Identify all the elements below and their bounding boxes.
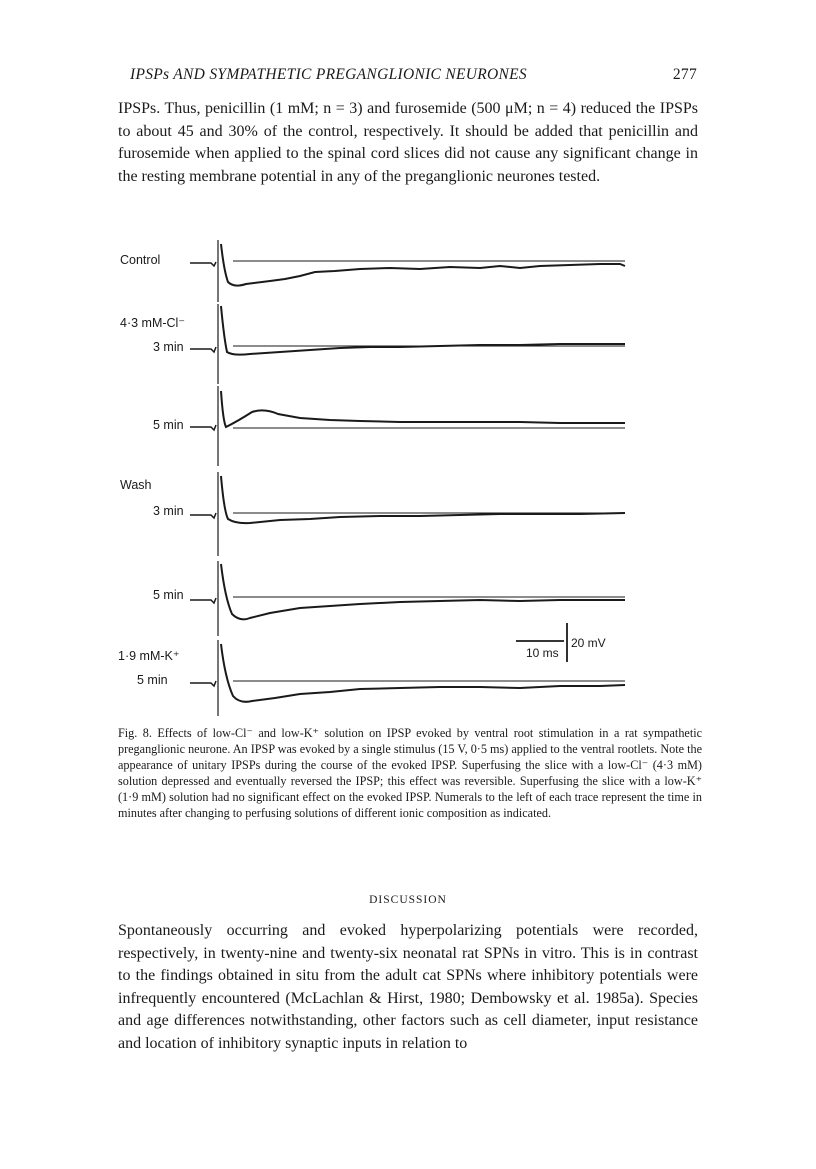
trace-low-k-5min (190, 640, 625, 716)
label-low-cl: 4·3 mM-Cl⁻ (120, 316, 185, 330)
trace-wash-3min (190, 472, 625, 556)
label-wash: Wash (120, 478, 152, 492)
figure-8-traces (100, 226, 660, 726)
label-cl-3min: 3 min (153, 340, 184, 354)
paragraph-top: IPSPs. Thus, penicillin (1 mM; n = 3) and furosemide (500 μM; n = 4) reduced the IPSPs to about 45 and 30% of the control, respectively. It should be added that penicillin and furosemide when applied to the spinal cord slices did not cause any significant change in the resting membrane potential in any of the preganglionic neurones tested. (118, 100, 698, 185)
scale-bar (516, 623, 606, 662)
section-heading: DISCUSSION (369, 894, 447, 906)
scale-bar-voltage-label: 20 mV (571, 636, 606, 650)
trace-low-cl-3min (190, 304, 625, 384)
label-cl-5min: 5 min (153, 418, 184, 432)
label-control: Control (120, 253, 161, 267)
running-title: IPSPs AND SYMPATHETIC PREGANGLIONIC NEURONES (130, 66, 527, 83)
page-number: 277 (672, 66, 697, 83)
figure-caption: Fig. 8. Effects of low-Cl⁻ and low-K⁺ solution on IPSP evoked by ventral root stimulation in a rat sympathetic preganglionic neurone. An IPSP was evoked by a single stimulus (15 V, 0·5 ms) applied to the ventral rootlets. Note the appearance of unitary IPSPs during the course of the evoked IPSP. Superfusing the slice with a low-Cl⁻ (4·3 mM) solution depressed and eventually reversed the IPSP; this effect was reversible. Superfusing the slice with a low-K⁺ (1·9 mM) solution had no significant effect on the evoked IPSP. Numerals to the left of each trace represent the time in minutes after changing to perfusing solutions of different ionic composition as indicated. (118, 726, 702, 820)
label-wash-3min: 3 min (153, 504, 184, 518)
scale-bar-time-label: 10 ms (526, 646, 559, 660)
running-header (130, 66, 697, 88)
label-wash-5min: 5 min (153, 588, 184, 602)
label-low-k: 1·9 mM-K⁺ (118, 649, 180, 663)
paragraph-bottom: Spontaneously occurring and evoked hyperpolarizing potentials were recorded, respectively, in twenty-nine and twenty-six neonatal rat SPNs in vitro. This is in contrast to the findings obtained in situ from the adult cat SPNs where inhibitory potentials were infrequently encountered (McLachlan & Hirst, 1980; Dembowsky et al. 1985a). Species and age differences notwithstanding, other factors such as cell diameter, input resistance and location of inhibitory synaptic inputs in relation to (118, 922, 698, 1052)
label-k-5min: 5 min (137, 673, 168, 687)
trace-low-cl-5min (190, 386, 625, 466)
trace-wash-5min (190, 561, 625, 636)
trace-control (190, 240, 625, 302)
